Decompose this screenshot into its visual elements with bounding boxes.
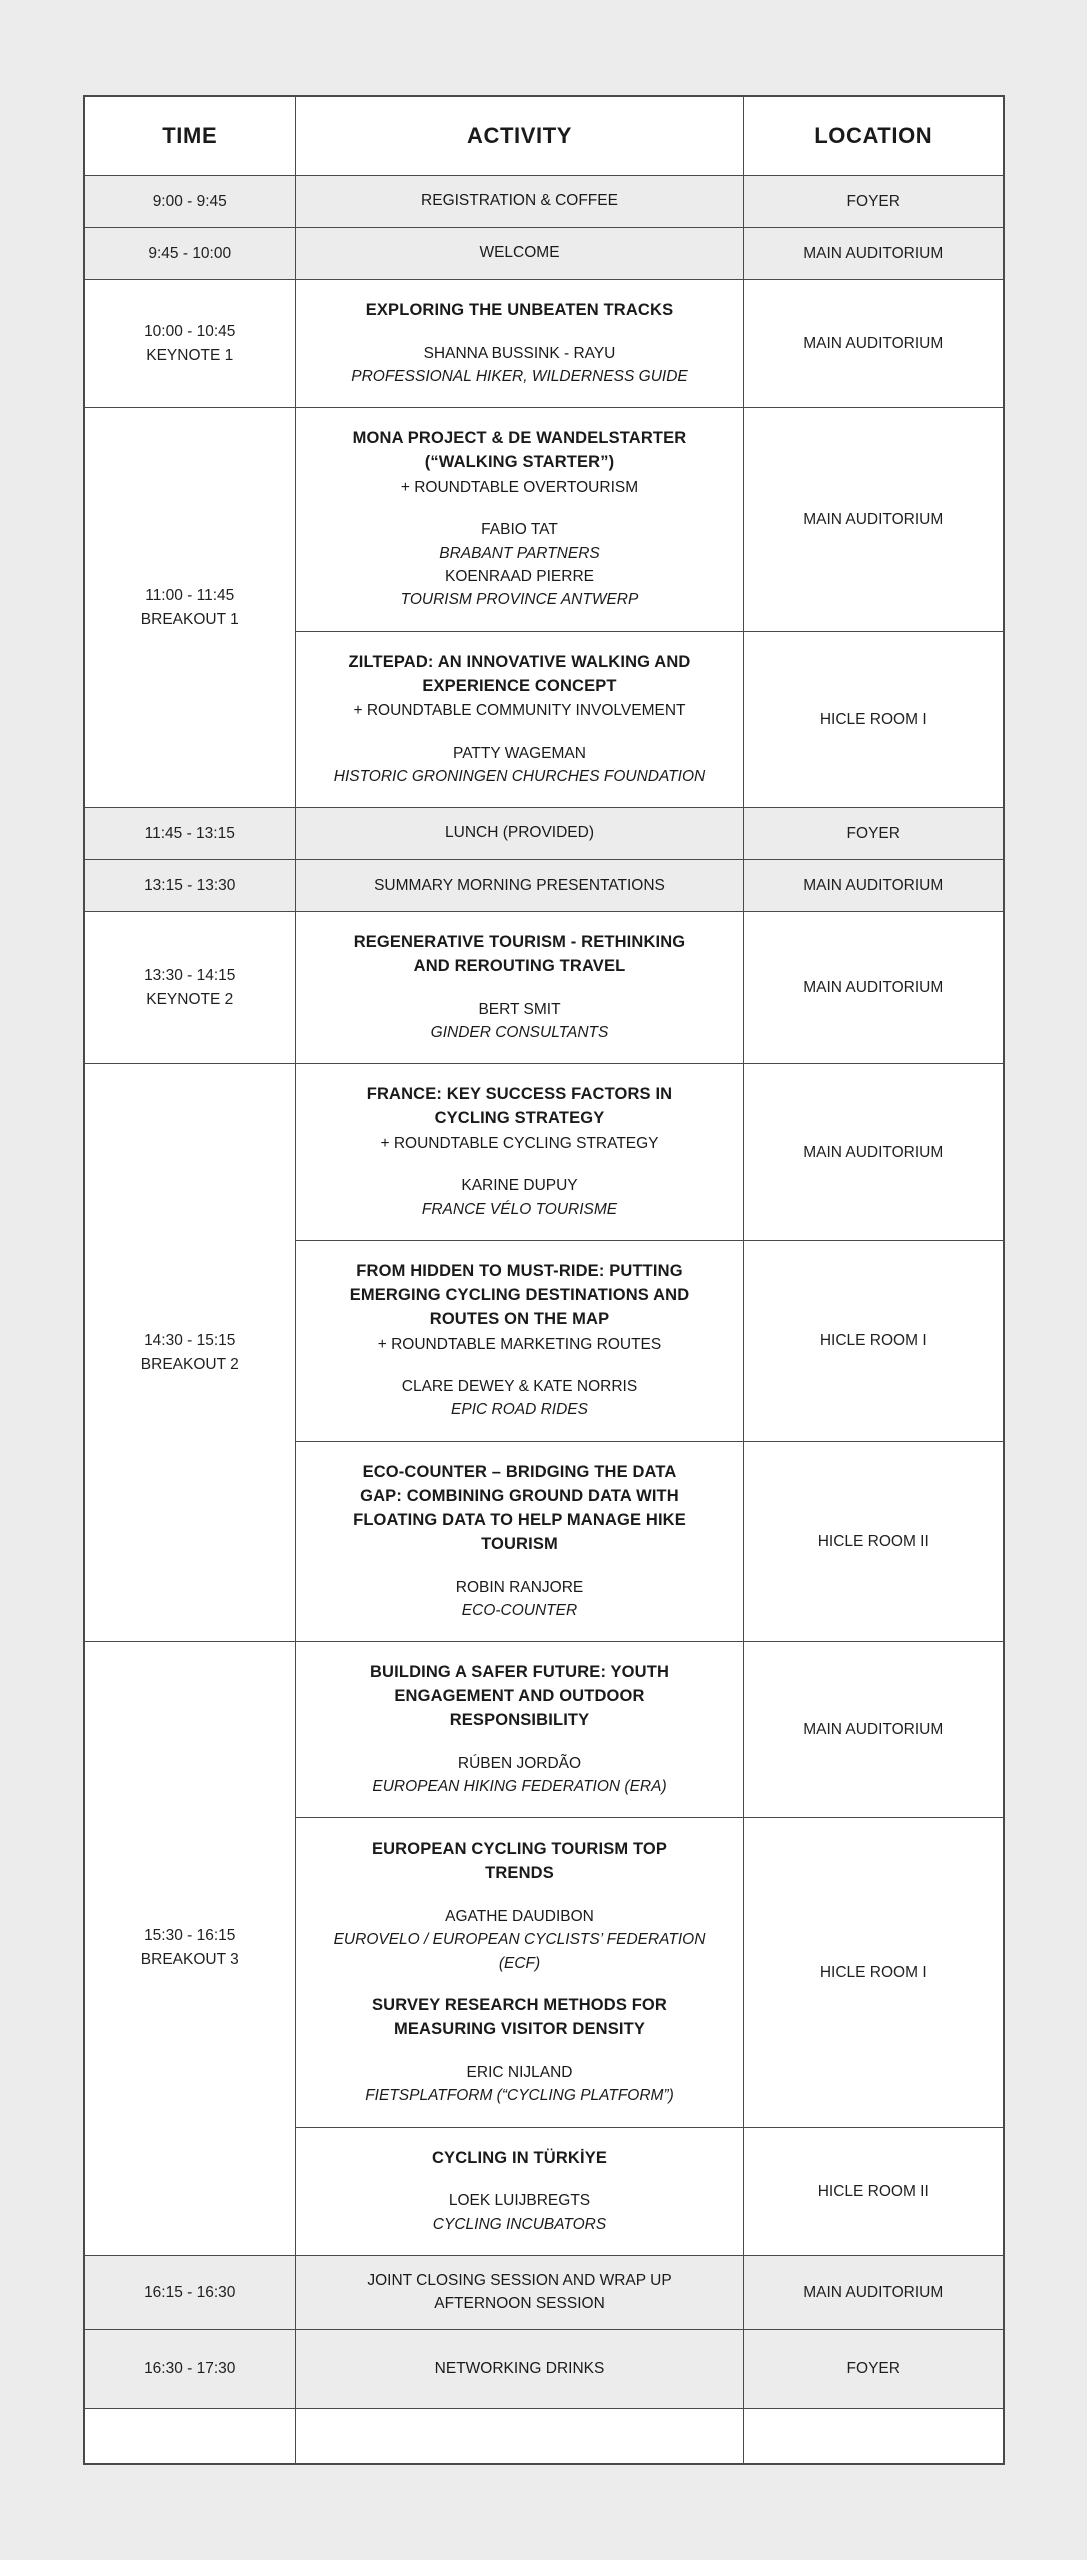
spacer (312, 723, 727, 742)
session-title-line1: MONA PROJECT & DE WANDELSTARTER (352, 429, 687, 448)
session-subtitle: + ROUNDTABLE OVERTOURISM (400, 479, 639, 497)
cell-activity (296, 1240, 744, 1441)
header-row (84, 96, 1004, 176)
cell-activity (296, 631, 744, 808)
table-row (84, 176, 1004, 228)
cell-location: HICLE ROOM II (744, 1441, 1004, 1641)
time-range: 15:30 - 16:15 (144, 1927, 236, 1945)
session-speaker-org: HISTORIC GRONINGEN CHURCHES FOUNDATION (333, 767, 706, 785)
session-title-line1: CYCLING IN TÜRKİYE (431, 2148, 608, 2167)
session-speaker: SHANNA BUSSINK - RAYU (423, 344, 616, 362)
table-row (84, 280, 1004, 408)
cell-empty-time (84, 2408, 296, 2464)
session-speaker-org: GINDER CONSULTANTS (430, 1024, 609, 1042)
session-title-line3: ROUTES ON THE MAP (429, 1309, 610, 1328)
session-speaker-org: CYCLING INCUBATORS (432, 2215, 607, 2233)
session-subtitle: + ROUNDTABLE CYCLING STRATEGY (380, 1135, 659, 1153)
session-title-line2: CYCLING STRATEGY (434, 1109, 605, 1128)
session-speaker: LOEK LUIJBREGTS (448, 2192, 591, 2210)
time-label: BREAKOUT 2 (140, 1355, 239, 1373)
session-title-line2: AND REROUTING TRAVEL (413, 957, 626, 976)
session-title-line2: GAP: COMBINING GROUND DATA WITH (360, 1486, 679, 1505)
cell-time: 16:30 - 17:30 (84, 2330, 296, 2408)
cell-activity (296, 2255, 744, 2330)
cell-time (84, 407, 296, 807)
cell-location: HICLE ROOM I (744, 1240, 1004, 1441)
activity-text-line1: JOINT CLOSING SESSION AND WRAP UP (367, 2272, 672, 2290)
session-speaker-org: EUROVELO / EUROPEAN CYCLISTS’ FEDERATION (333, 1931, 706, 1949)
table-row (84, 860, 1004, 912)
session-title-2-line2: MEASURING VISITOR DENSITY (394, 2019, 645, 2038)
session-speaker: FABIO TAT (481, 521, 558, 539)
time-label: KEYNOTE 1 (146, 346, 234, 364)
table-header (84, 96, 1004, 176)
session-speaker: AGATHE DAUDIBON (445, 1908, 594, 1925)
spacer (312, 1886, 727, 1905)
session-speaker: RÚBEN JORDÃO (457, 1754, 582, 1772)
cell-time: 11:45 - 13:15 (84, 808, 296, 860)
session-title-line1: ZILTEPAD: AN INNOVATIVE WALKING AND (348, 652, 691, 671)
session-speaker-2-org: TOURISM PROVINCE ANTWERP (400, 591, 639, 609)
conference-schedule-table (83, 95, 1005, 2465)
session-title: EXPLORING THE UNBEATEN TRACKS (365, 300, 674, 319)
session-title-line3: FLOATING DATA TO HELP MANAGE HIKE (353, 1510, 686, 1529)
cell-location: HICLE ROOM I (744, 1818, 1004, 2127)
spacer (312, 1557, 727, 1576)
session-speaker: CLARE DEWEY & KATE NORRIS (401, 1378, 638, 1396)
cell-location: MAIN AUDITORIUM (744, 407, 1004, 631)
cell-location: HICLE ROOM II (744, 2127, 1004, 2255)
spacer (312, 979, 727, 998)
table-row (84, 1064, 1004, 1241)
cell-location: MAIN AUDITORIUM (744, 1064, 1004, 1241)
session-speaker-org: ECO-COUNTER (461, 1601, 578, 1619)
session-speaker-2: KOENRAAD PIERRE (444, 567, 594, 585)
session-title-line2: ENGAGEMENT AND OUTDOOR (394, 1687, 645, 1706)
spacer (312, 1155, 727, 1174)
table-row (84, 2255, 1004, 2330)
session-speaker-org: EPIC ROAD RIDES (451, 1401, 588, 1419)
session-title-line2: EMERGING CYCLING DESTINATIONS AND (349, 1285, 690, 1304)
session-speaker-org: BRABANT PARTNERS (439, 544, 600, 562)
cell-time: 16:15 - 16:30 (84, 2255, 296, 2330)
session-speaker-org: EUROPEAN HIKING FEDERATION (ERA) (372, 1778, 667, 1796)
cell-empty-activity (296, 2408, 744, 2464)
session-speaker: KARINE DUPUY (461, 1177, 578, 1195)
cell-activity (296, 1642, 744, 1818)
session-title-line2: EXPERIENCE CONCEPT (422, 676, 617, 695)
spacer (312, 1733, 727, 1752)
cell-empty-location (744, 2408, 1004, 2464)
session-speaker-org: FRANCE VÉLO TOURISME (421, 1200, 618, 1218)
cell-location: MAIN AUDITORIUM (744, 280, 1004, 408)
session-speaker: PATTY WAGEMAN (453, 744, 586, 762)
session-title-line1: ECO-COUNTER – BRIDGING THE DATA (362, 1462, 677, 1481)
table-row (84, 808, 1004, 860)
activity-text: NETWORKING DRINKS (434, 2359, 605, 2377)
table-row (84, 407, 1004, 631)
session-title-line1: FRANCE: KEY SUCCESS FACTORS IN (366, 1085, 673, 1104)
session-speaker-org-2: (ECF) (498, 1954, 541, 1972)
activity-text: REGISTRATION & COFFEE (421, 192, 618, 210)
time-range: 13:30 - 14:15 (144, 966, 236, 984)
table-row-empty (84, 2408, 1004, 2464)
activity-text: WELCOME (479, 244, 560, 262)
session-speaker: ROBIN RANJORE (455, 1578, 584, 1596)
spacer (312, 499, 727, 518)
cell-location: FOYER (744, 808, 1004, 860)
spacer (312, 1975, 727, 1994)
cell-time: 13:15 - 13:30 (84, 860, 296, 912)
cell-location: MAIN AUDITORIUM (744, 2255, 1004, 2330)
spacer (312, 2170, 727, 2189)
cell-activity (296, 2330, 744, 2408)
time-range: 14:30 - 15:15 (144, 1331, 236, 1349)
table-row (84, 1642, 1004, 1818)
cell-time (84, 1064, 296, 1642)
session-title-line3: RESPONSIBILITY (449, 1710, 590, 1729)
session-title-line1: FROM HIDDEN TO MUST-RIDE: PUTTING (356, 1262, 683, 1281)
table-row (84, 228, 1004, 280)
table-row (84, 912, 1004, 1064)
session-speaker-2: ERIC NIJLAND (466, 2063, 573, 2081)
cell-location: MAIN AUDITORIUM (744, 1642, 1004, 1818)
session-title-line2: TRENDS (485, 1864, 554, 1883)
session-speaker-2-org: FIETSPLATFORM (“CYCLING PLATFORM”) (365, 2086, 674, 2104)
time-label: KEYNOTE 2 (146, 990, 234, 1008)
session-title-line4: TOURISM (481, 1534, 558, 1553)
cell-activity (296, 228, 744, 280)
cell-time (84, 280, 296, 408)
cell-activity (296, 912, 744, 1064)
cell-location: FOYER (744, 176, 1004, 228)
spacer (312, 323, 727, 342)
activity-text-line2: AFTERNOON SESSION (434, 2294, 605, 2312)
cell-activity (296, 280, 744, 408)
session-title-line1: BUILDING A SAFER FUTURE: YOUTH (369, 1663, 670, 1682)
cell-activity (296, 407, 744, 631)
cell-activity (296, 1064, 744, 1241)
spacer (312, 1356, 727, 1375)
cell-location: HICLE ROOM I (744, 631, 1004, 808)
table-body (84, 176, 1004, 2465)
cell-time (84, 1642, 296, 2256)
column-header-time: TIME (84, 96, 296, 176)
activity-text: LUNCH (PROVIDED) (445, 824, 594, 842)
time-range: 10:00 - 10:45 (144, 322, 236, 340)
cell-activity (296, 1818, 744, 2127)
cell-activity (296, 1441, 744, 1641)
cell-time: 9:45 - 10:00 (84, 228, 296, 280)
column-header-activity: ACTIVITY (296, 96, 744, 176)
session-title-line1: REGENERATIVE TOURISM - RETHINKING (353, 933, 686, 952)
time-label: BREAKOUT 3 (140, 1951, 239, 1969)
cell-time (84, 912, 296, 1064)
cell-location: FOYER (744, 2330, 1004, 2408)
cell-location: MAIN AUDITORIUM (744, 228, 1004, 280)
session-title-2-line1: SURVEY RESEARCH METHODS FOR (372, 1995, 667, 2014)
session-subtitle: + ROUNDTABLE COMMUNITY INVOLVEMENT (353, 702, 686, 720)
cell-activity (296, 860, 744, 912)
time-label: BREAKOUT 1 (140, 610, 239, 628)
cell-location: MAIN AUDITORIUM (744, 860, 1004, 912)
cell-activity (296, 808, 744, 860)
time-range: 11:00 - 11:45 (145, 586, 235, 604)
cell-location: MAIN AUDITORIUM (744, 912, 1004, 1064)
cell-activity (296, 2127, 744, 2255)
cell-activity (296, 176, 744, 228)
session-subtitle: + ROUNDTABLE MARKETING ROUTES (377, 1335, 662, 1353)
session-speaker: BERT SMIT (478, 1000, 561, 1018)
session-title-line1: EUROPEAN CYCLING TOURISM TOP (371, 1840, 668, 1859)
session-title-line2: (“WALKING STARTER”) (424, 453, 615, 472)
cell-time: 9:00 - 9:45 (84, 176, 296, 228)
table-row (84, 2330, 1004, 2408)
activity-text: SUMMARY MORNING PRESENTATIONS (374, 876, 665, 894)
spacer (312, 2042, 727, 2061)
column-header-location: LOCATION (744, 96, 1004, 176)
session-speaker-org: PROFESSIONAL HIKER, WILDERNESS GUIDE (351, 367, 688, 385)
